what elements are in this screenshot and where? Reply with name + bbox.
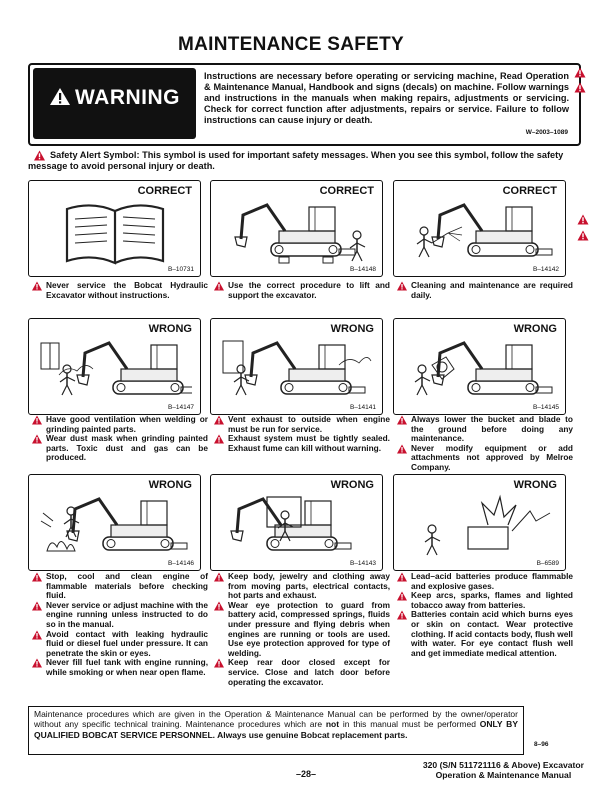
panel-caption	[31, 281, 208, 300]
illustration-panel	[393, 180, 566, 277]
panel-heading: WRONG	[513, 323, 557, 335]
caption-text: Stop, cool and clean engine of flammable materials before checking fluid.	[46, 571, 208, 601]
panel-caption	[31, 415, 208, 463]
illustration-panel	[28, 474, 201, 571]
page-number: –28–	[295, 769, 317, 779]
panel-heading: CORRECT	[137, 185, 192, 197]
panel-caption	[396, 572, 573, 658]
panel-code: B–14147	[167, 404, 194, 411]
margin-alert-icon	[574, 67, 586, 78]
caption-item	[31, 658, 208, 677]
caption-text: Batteries contain acid which burns eyes or skin on contact. Wear protective clothing. If acid contacts body, flush well with water. For eye contact flush well and get immediate medical attention.	[411, 609, 573, 658]
panel-code: B–14146	[167, 560, 194, 567]
panel-illustration	[37, 197, 192, 265]
caption-item	[213, 281, 390, 300]
illustration-panel	[393, 318, 566, 415]
caption-alert-icon	[396, 591, 408, 601]
panel-caption	[396, 281, 573, 300]
panel-heading: CORRECT	[502, 185, 557, 197]
panel-illustration	[219, 197, 374, 265]
caption-alert-icon	[396, 415, 408, 425]
caption-alert-icon	[396, 444, 408, 454]
caption-alert-icon	[31, 601, 43, 611]
panel-code: B–10731	[167, 266, 194, 273]
panel-caption	[396, 415, 573, 473]
caption-text: Keep arcs, sparks, flames and lighted tobacco away from batteries.	[411, 590, 573, 610]
panel-code: B–14141	[349, 404, 376, 411]
caption-text: Avoid contact with leaking hydraulic fluid or diesel fuel under pressure. It can penetrate the skin or eyes.	[46, 628, 208, 658]
manual-line-1: 320 (S/N 511721116 & Above) Excavator	[422, 760, 584, 770]
caption-alert-icon	[31, 572, 43, 582]
caption-item	[31, 415, 208, 434]
safety-alert-text	[28, 150, 584, 172]
panel-illustration	[402, 491, 557, 559]
caption-text: Wear dust mask when grinding painted parts. Toxic dust and gas can be produced.	[46, 433, 208, 463]
caption-text: Exhaust system must be tightly sealed. Exhaust fume can kill without warning.	[228, 433, 390, 453]
caption-alert-icon	[31, 434, 43, 444]
caption-text: Use the correct procedure to lift and support the excavator.	[228, 280, 390, 300]
panel-illustration	[219, 491, 374, 559]
caption-alert-icon	[213, 601, 225, 611]
caption-text: Keep body, jewelry and clothing away from moving parts, electrical contacts, hot parts and exhaust.	[228, 571, 390, 601]
footer-text-only: ONLY BY QUALIFIED BOBCAT SERVICE PERSONNEL. Always use genuine Bobcat replacement parts.	[34, 719, 518, 740]
panel-illustration	[402, 335, 557, 403]
footer-code: 8–96	[534, 741, 549, 748]
caption-item	[396, 591, 573, 610]
caption-item	[396, 444, 573, 473]
caption-text: Never modify equipment or add attachments not approved by Melroe Company.	[411, 442, 573, 472]
caption-item	[396, 610, 573, 658]
illustration-panel	[210, 474, 383, 571]
margin-alert-icon	[574, 82, 586, 93]
caption-item	[31, 434, 208, 463]
caption-text: Cleaning and maintenance are required daily.	[411, 280, 573, 300]
footer-text-1: Maintenance procedures which are given in the Operation & Maintenance Manual can be performed by the owner/operator without any specific technical training. Maintenance procedures which are	[34, 709, 518, 730]
caption-alert-icon	[213, 572, 225, 582]
caption-alert-icon	[213, 281, 225, 291]
warning-code: W–2003–1089	[525, 129, 568, 136]
warning-label	[38, 86, 191, 110]
panel-illustration	[37, 491, 192, 559]
caption-item	[213, 601, 390, 659]
panel-heading: WRONG	[330, 479, 374, 491]
caption-text: Never service or adjust machine with the engine running unless instructed to do so in the manual.	[46, 599, 208, 629]
caption-item	[31, 630, 208, 659]
footer-text	[34, 709, 518, 740]
panel-caption	[213, 415, 390, 453]
caption-item	[31, 601, 208, 630]
caption-alert-icon	[31, 630, 43, 640]
panel-illustration	[402, 197, 557, 265]
caption-text: Have good ventilation when welding or grinding painted parts.	[46, 414, 208, 434]
panel-illustration	[37, 335, 192, 403]
caption-alert-icon	[396, 610, 408, 620]
panel-code: B–14145	[532, 404, 559, 411]
caption-item	[396, 572, 573, 591]
caption-text: Keep rear door closed except for service. Close and latch door before operating the excavator.	[228, 657, 390, 687]
panel-caption	[213, 281, 390, 300]
manual-title	[423, 760, 584, 780]
illustration-panel	[393, 474, 566, 571]
panel-code: B–14142	[532, 266, 559, 273]
caption-text: Vent exhaust to outside when engine must be run for service.	[228, 414, 390, 434]
manual-line-2: Operation & Maintenance Manual	[435, 770, 572, 780]
panel-heading: WRONG	[148, 323, 192, 335]
caption-text: Never fill fuel tank with engine running, while smoking or when near open flame.	[46, 657, 208, 677]
caption-alert-icon	[396, 281, 408, 291]
illustration-panel	[210, 318, 383, 415]
caption-alert-icon	[396, 572, 408, 582]
footer-text-2: in this manual must be performed	[339, 719, 480, 730]
margin-alert-icon	[577, 230, 589, 241]
illustration-panel	[28, 318, 201, 415]
page-title: MAINTENANCE SAFETY	[177, 34, 404, 55]
caption-item	[396, 281, 573, 300]
warning-word: WARNING	[75, 86, 180, 109]
panel-heading: WRONG	[330, 323, 374, 335]
panel-code: B–14148	[349, 266, 376, 273]
caption-text: Never service the Bobcat Hydraulic Excavator without instructions.	[46, 280, 208, 300]
caption-text: Always lower the bucket and blade to the ground before doing any maintenance.	[411, 414, 573, 444]
caption-alert-icon	[31, 281, 43, 291]
safety-alert-message: This symbol is used for important safety messages. When you see this symbol, follow the safety message to avoid personal injury or death.	[28, 150, 564, 171]
panel-heading: WRONG	[148, 479, 192, 491]
caption-item	[396, 415, 573, 444]
footer-text-not: not	[325, 719, 340, 730]
caption-item	[213, 572, 390, 601]
panel-heading: WRONG	[513, 479, 557, 491]
caption-alert-icon	[213, 415, 225, 425]
caption-item	[213, 658, 390, 687]
margin-alert-icon	[577, 214, 589, 225]
illustration-panel	[210, 180, 383, 277]
caption-item	[213, 434, 390, 453]
caption-text: Lead–acid batteries produce flammable and explosive gases.	[411, 571, 573, 591]
warning-triangle-icon	[49, 87, 71, 106]
panel-illustration	[219, 335, 374, 403]
caption-item	[31, 281, 208, 300]
caption-alert-icon	[213, 434, 225, 444]
caption-item	[213, 415, 390, 434]
panel-code: B–14143	[349, 560, 376, 567]
caption-alert-icon	[213, 658, 225, 668]
panel-caption	[31, 572, 208, 678]
caption-text: Wear eye protection to guard from battery acid, compressed springs, fluids under pressure and flying debris when engines are running or tools are used. Use eye protection approved for type of welding.	[228, 599, 390, 658]
caption-alert-icon	[31, 415, 43, 425]
panel-code: B–6589	[536, 560, 559, 567]
panel-caption	[213, 572, 390, 687]
caption-alert-icon	[31, 658, 43, 668]
panel-heading: CORRECT	[319, 185, 374, 197]
safety-alert-label: Safety Alert Symbol:	[50, 150, 140, 160]
illustration-panel	[28, 180, 201, 277]
warning-text: Instructions are necessary before operating or servicing machine, Read Operation & Maintenance Manual, Handbook and signs (decals) on machine. Follow warnings and instructions in the manuals when making repairs, adjustments or servicing. Check for correct function after adjustments, repairs or service. Failure to follow instructions can cause injury or death.	[204, 71, 569, 125]
caption-item	[31, 572, 208, 601]
